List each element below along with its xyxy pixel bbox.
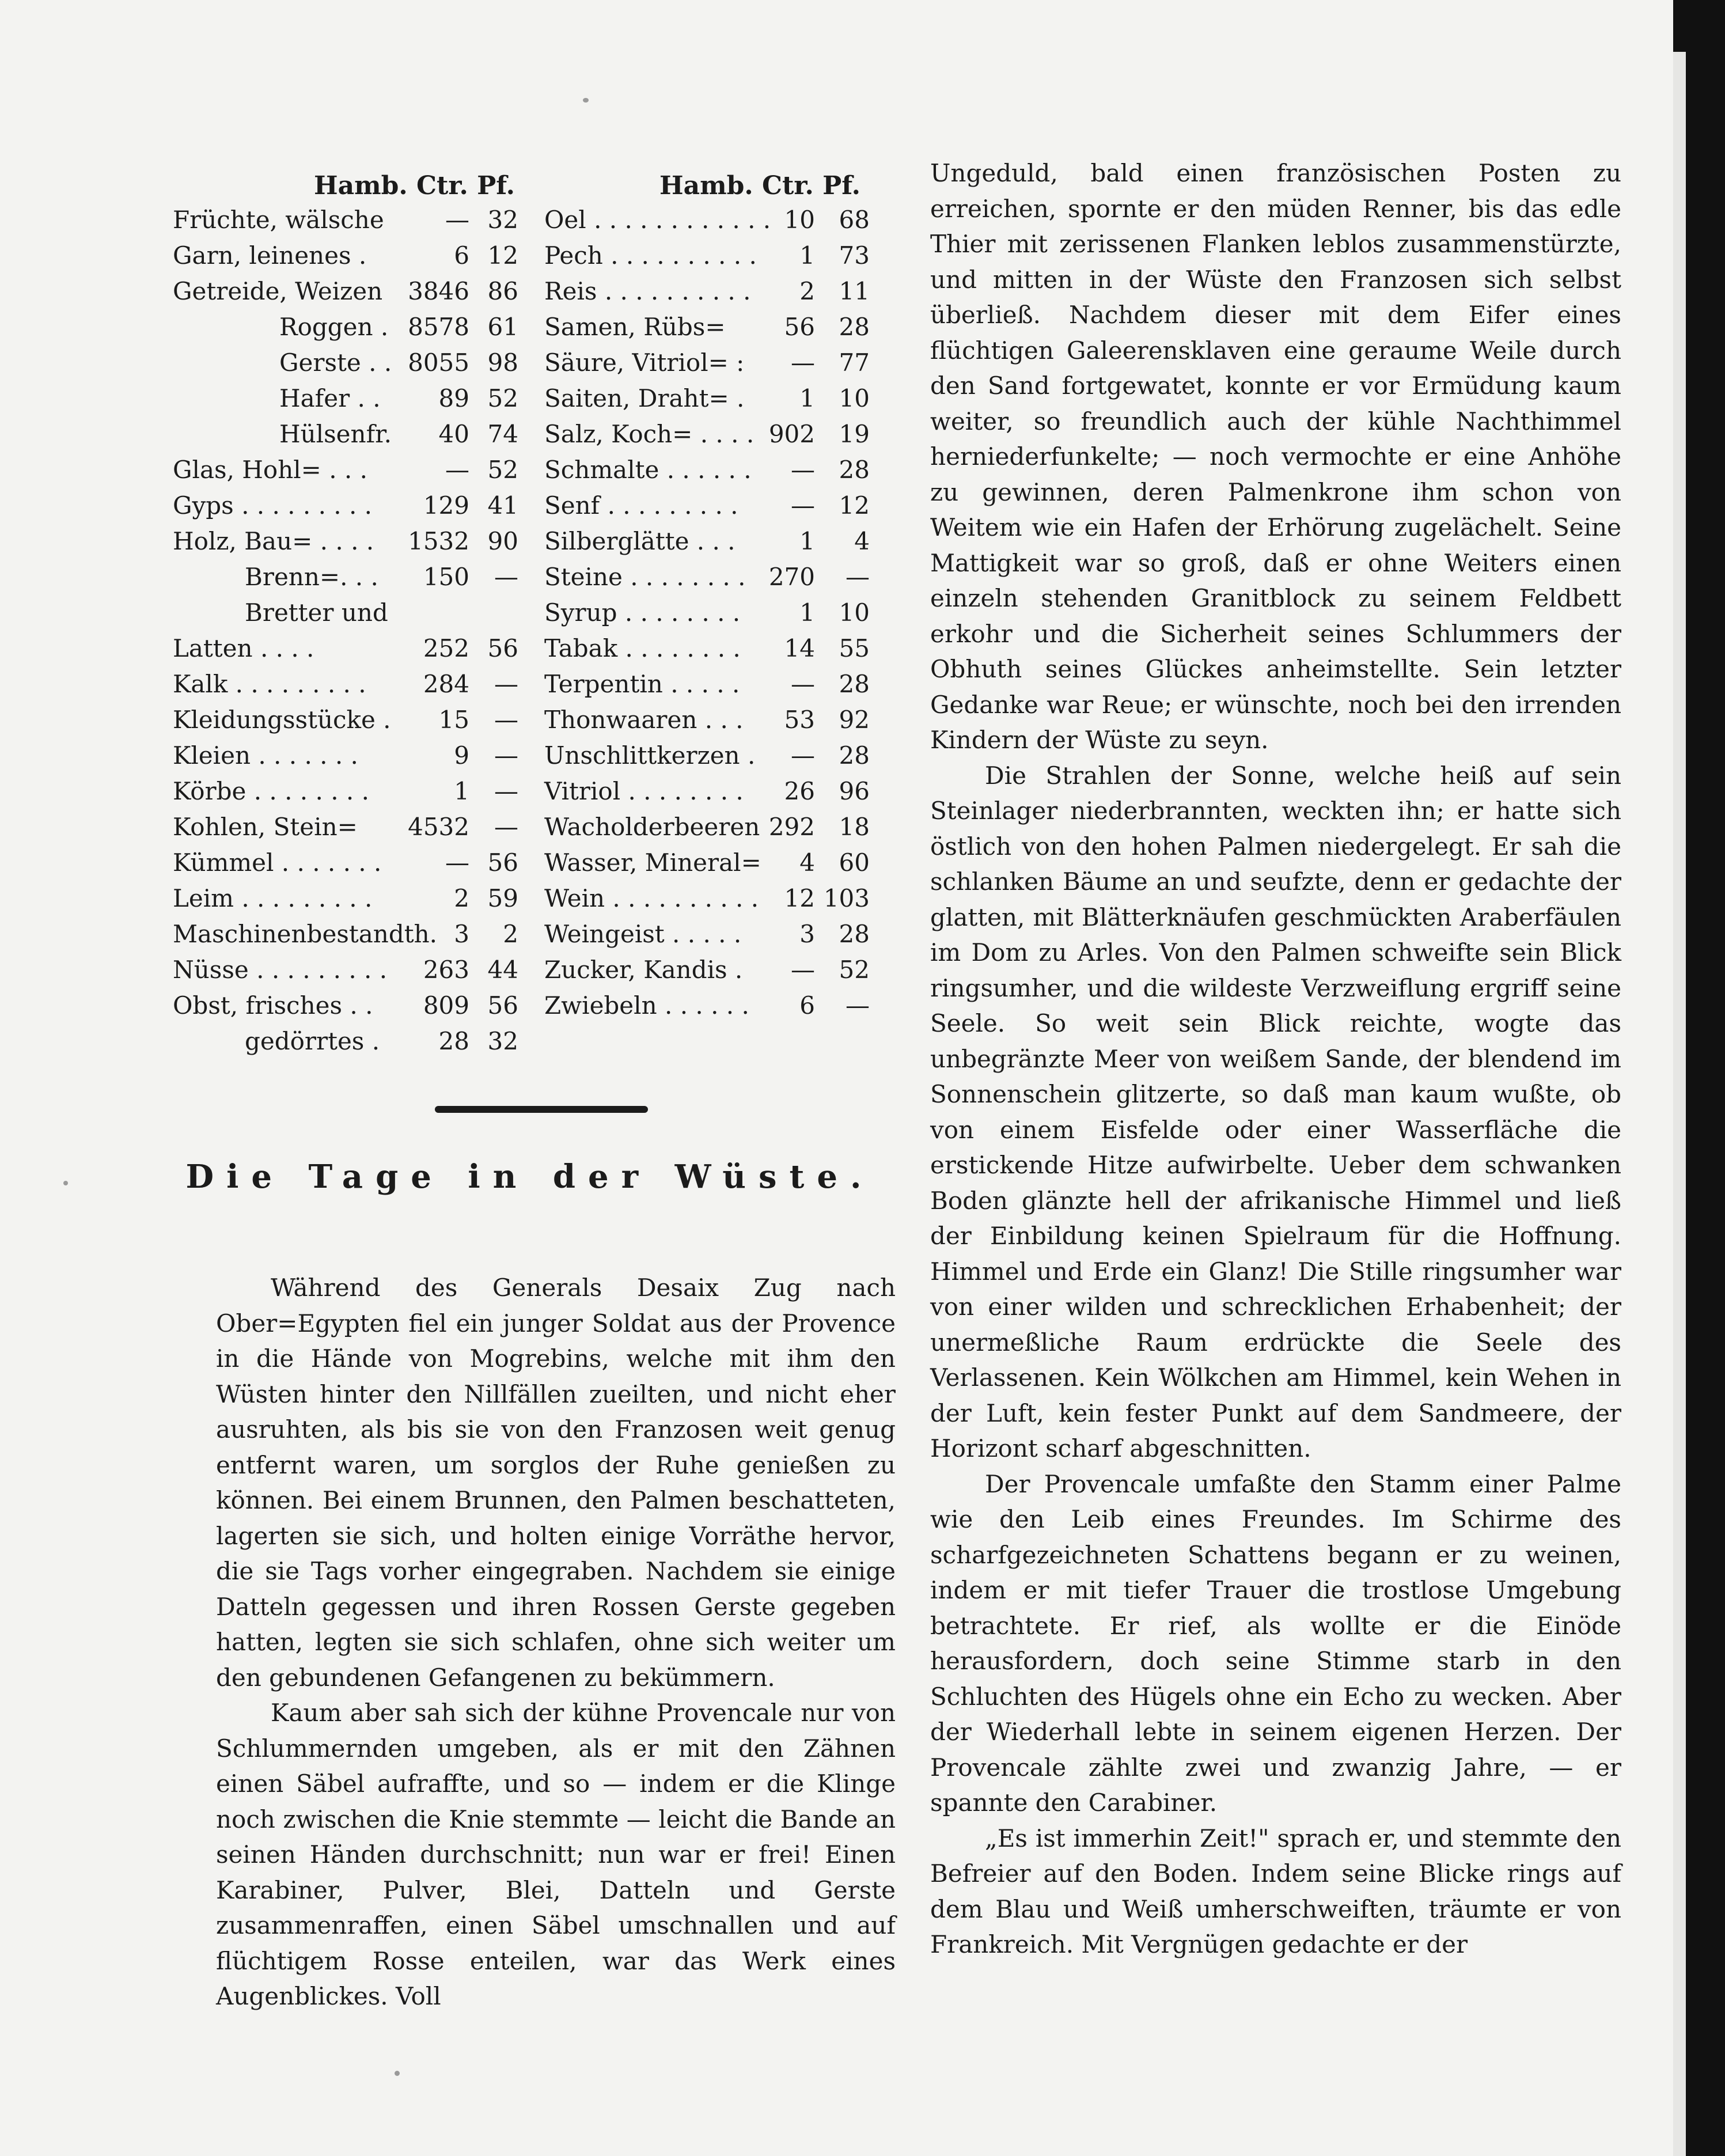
table-row bbox=[173, 277, 518, 313]
item-ctr: 12 bbox=[784, 884, 815, 912]
item-pf: 28 bbox=[839, 920, 870, 948]
table-row bbox=[544, 991, 870, 1027]
table-row bbox=[544, 706, 870, 741]
item-ctr: 3 bbox=[799, 920, 815, 948]
item-pf: 32 bbox=[487, 206, 518, 234]
ink-speck bbox=[583, 98, 589, 103]
item-ctr: 9 bbox=[454, 741, 469, 770]
item-name: Weingeist . . . . . bbox=[544, 920, 742, 948]
item-name: Hülsenfr. bbox=[279, 420, 392, 448]
item-ctr: 53 bbox=[784, 706, 815, 734]
item-name: Wacholderbeeren bbox=[544, 813, 760, 841]
item-pf: 52 bbox=[487, 384, 518, 412]
table-row bbox=[544, 348, 870, 384]
item-name: Syrup . . . . . . . . bbox=[544, 598, 741, 627]
item-pf: 90 bbox=[487, 527, 518, 555]
item-ctr: 292 bbox=[768, 813, 815, 841]
table-row bbox=[544, 848, 870, 884]
table-row bbox=[173, 1027, 518, 1063]
item-name: Brenn=. . . bbox=[245, 563, 378, 591]
table-row bbox=[544, 634, 870, 670]
paragraph: Der Provencale umfaßte den Stamm einer Palme wie den Leib eines Freundes. Im Schirme des scharfgezeichneten Schattens begann er zu weinen, indem er mit tiefer Trauer die trostlose Umgebung betrachtete. Er rief, als wollte er die Einöde herausfordern, doch seine Stimme starb in den Schluchten des Hügels ohne ein Echo zu wecken. Aber der Wiederhall lebte in seinem eigenen Herzen. Der Provencale zählte zwei und zwanzig Jahre, — er spannte den Carabiner. bbox=[930, 1469, 1621, 1817]
table-row bbox=[544, 563, 870, 598]
item-ctr: — bbox=[445, 848, 469, 877]
item-name: Hafer . . bbox=[279, 384, 381, 412]
item-ctr: 14 bbox=[784, 634, 815, 662]
item-pf: 96 bbox=[839, 777, 870, 805]
item-name: Maschinenbestandth. bbox=[173, 920, 437, 948]
item-name: Steine . . . . . . . . bbox=[544, 563, 746, 591]
item-pf: 52 bbox=[487, 456, 518, 484]
table-row bbox=[544, 884, 870, 920]
item-ctr: 809 bbox=[423, 991, 469, 1020]
item-pf: 28 bbox=[839, 741, 870, 770]
item-pf: 68 bbox=[839, 206, 870, 234]
item-ctr: 6 bbox=[454, 241, 469, 270]
item-pf: 92 bbox=[839, 706, 870, 734]
item-name: Kleien . . . . . . . bbox=[173, 741, 358, 770]
table-row bbox=[173, 241, 518, 277]
item-ctr: 4 bbox=[799, 848, 815, 877]
table-row bbox=[544, 456, 870, 491]
article-left-column bbox=[216, 1270, 896, 2014]
item-name: Zucker, Kandis . bbox=[544, 956, 743, 984]
ink-speck bbox=[395, 2071, 400, 2076]
item-ctr: 6 bbox=[799, 991, 815, 1020]
item-ctr: 4532 bbox=[408, 813, 469, 841]
table-row bbox=[544, 527, 870, 563]
table-row bbox=[173, 456, 518, 491]
item-pf: 19 bbox=[839, 420, 870, 448]
item-pf: 41 bbox=[487, 491, 518, 520]
item-pf: 11 bbox=[839, 277, 870, 305]
item-name: Terpentin . . . . . bbox=[544, 670, 740, 698]
item-pf: 18 bbox=[839, 813, 870, 841]
item-name: Kleidungsstücke . bbox=[173, 706, 391, 734]
item-pf: — bbox=[846, 991, 870, 1020]
item-ctr: 40 bbox=[438, 420, 469, 448]
table-row bbox=[173, 348, 518, 384]
item-ctr: 902 bbox=[768, 420, 815, 448]
item-pf: 77 bbox=[839, 348, 870, 377]
paragraph: Kaum aber sah sich der kühne Provencale nur von Schlummernden umgeben, als er mit den Zähnen einen Säbel aufraffte, und so — indem er die Klinge noch zwischen die Knie stemmte — leicht die Bande an seinen Händen durchschnitt; nun war er frei! Einen Karabiner, Pulver, Blei, Datteln und Gerste zusammenraffen, einen Säbel umschnallen und auf flüchtigem Rosse enteilen, war das Werk eines Augenblickes. Voll bbox=[216, 1699, 896, 2010]
item-name: Roggen . bbox=[279, 313, 389, 341]
table-row bbox=[173, 813, 518, 848]
item-name: Kümmel . . . . . . . bbox=[173, 848, 382, 877]
item-name: Tabak . . . . . . . . bbox=[544, 634, 741, 662]
book-edge-page bbox=[1673, 52, 1686, 2156]
item-name: Samen, Rübs= bbox=[544, 313, 726, 341]
item-pf: 56 bbox=[487, 634, 518, 662]
item-pf: 56 bbox=[487, 991, 518, 1020]
item-ctr: 89 bbox=[438, 384, 469, 412]
item-name: Wein . . . . . . . . . . bbox=[544, 884, 759, 912]
item-name: gedörrtes . bbox=[245, 1027, 380, 1055]
table-row bbox=[544, 741, 870, 777]
item-ctr: 26 bbox=[784, 777, 815, 805]
item-name: Thonwaaren . . . bbox=[544, 706, 744, 734]
item-name: Senf . . . . . . . . . bbox=[544, 491, 738, 520]
item-name: Vitriol . . . . . . . . bbox=[544, 777, 744, 805]
paragraph: Während des Generals Desaix Zug nach Ober=Egypten fiel ein junger Soldat aus der Provence in die Hände von Mogrebins, welche mit ihm den Wüsten hinter den Nillfällen zueilten, und nicht eher ausruhten, als bis sie von den Franzosen weit genug entfernt waren, um sorglos der Ruhe genießen zu können. Bei einem Brunnen, den Palmen beschatteten, lagerten sie sich, und holten einige Vorräthe hervor, die sie Tags vorher eingegraben. Nachdem sie einige Datteln gegessen und ihren Rossen Gerste gegeben hatten, legten sie sich schlafen, ohne sich weiter um den gebundenen Gefangenen zu bekümmern. bbox=[216, 1274, 896, 1692]
item-pf: 12 bbox=[839, 491, 870, 520]
item-ctr: 56 bbox=[784, 313, 815, 341]
item-pf: 28 bbox=[839, 456, 870, 484]
table-row bbox=[544, 598, 870, 634]
item-name: Zwiebeln . . . . . . bbox=[544, 991, 749, 1020]
item-ctr: 252 bbox=[423, 634, 469, 662]
item-name: Pech . . . . . . . . . . bbox=[544, 241, 757, 270]
table-row bbox=[173, 313, 518, 348]
item-ctr: 1 bbox=[799, 527, 815, 555]
table-row bbox=[544, 420, 870, 456]
table-row bbox=[544, 920, 870, 956]
item-ctr: 1 bbox=[799, 384, 815, 412]
item-ctr: 2 bbox=[454, 884, 469, 912]
item-ctr: 129 bbox=[423, 491, 469, 520]
table-row bbox=[173, 956, 518, 991]
item-pf: 10 bbox=[839, 384, 870, 412]
item-name: Reis . . . . . . . . . . bbox=[544, 277, 751, 305]
item-pf: 10 bbox=[839, 598, 870, 627]
table-row bbox=[544, 277, 870, 313]
item-name: Garn, leinenes . bbox=[173, 241, 367, 270]
item-name: Wasser, Mineral= bbox=[544, 848, 761, 877]
item-ctr: — bbox=[445, 206, 469, 234]
item-name: Silberglätte . . . bbox=[544, 527, 736, 555]
item-name: Körbe . . . . . . . . bbox=[173, 777, 369, 805]
paragraph: Ungeduld, bald einen französischen Posten zu erreichen, spornte er den müden Renner, bis das edle Thier mit zerissenen Flanken leblos zusammenstürzte, und mitten in der Wüste den Franzosen sich selbst überließ. Nachdem dieser mit dem Eifer eines flüchtigen Galeerensklaven eine geraume Weile durch den Sand fortgewatet, konnte er vor Ermüdung kaum weiter, so freundlich auch der kühle Nachthimmel herniederfunkelte; — noch vermochte er eine Anhöhe zu gewinnen, deren Palmenkrone ihm schon von Weitem wie ein Hafen der Erhörung zugelächelt. Seine Mattigkeit war so groß, daß er ohne Weiters einen einzeln stehenden Granitblock zu seinem Feldbett erkohr und die Sicherheit seines Schlummers der Obhuth seines Glückes anheimstellte. Sein letzter Gedanke war Reue; er wünschte, noch bei den irrenden Kindern der Wüste zu seyn. bbox=[930, 159, 1621, 754]
item-pf: 98 bbox=[487, 348, 518, 377]
table-row bbox=[173, 491, 518, 527]
item-ctr: — bbox=[791, 348, 815, 377]
item-pf: — bbox=[846, 563, 870, 591]
item-pf: 4 bbox=[854, 527, 870, 555]
item-pf: 28 bbox=[839, 670, 870, 698]
item-ctr: — bbox=[791, 741, 815, 770]
book-edge bbox=[1673, 0, 1725, 2156]
table-row bbox=[173, 420, 518, 456]
item-ctr: 1 bbox=[799, 598, 815, 627]
item-pf: 2 bbox=[503, 920, 518, 948]
table-row bbox=[544, 813, 870, 848]
item-name: Gerste . . bbox=[279, 348, 392, 377]
item-ctr: 1 bbox=[799, 241, 815, 270]
item-name: Kalk . . . . . . . . . bbox=[173, 670, 366, 698]
table-row bbox=[173, 670, 518, 706]
item-name: Unschlittkerzen . bbox=[544, 741, 756, 770]
item-ctr: 1532 bbox=[408, 527, 469, 555]
table-row bbox=[173, 598, 518, 634]
table-row bbox=[544, 384, 870, 420]
item-pf: 73 bbox=[839, 241, 870, 270]
item-ctr: 150 bbox=[423, 563, 469, 591]
table-row bbox=[173, 884, 518, 920]
commodity-table-left bbox=[173, 206, 518, 1063]
table-row bbox=[544, 670, 870, 706]
item-pf: 28 bbox=[839, 313, 870, 341]
item-name: Bretter und bbox=[245, 598, 388, 627]
item-pf: 103 bbox=[823, 884, 870, 912]
item-pf: 60 bbox=[839, 848, 870, 877]
table-row bbox=[544, 777, 870, 813]
item-ctr: 15 bbox=[438, 706, 469, 734]
table-row bbox=[173, 527, 518, 563]
item-pf: — bbox=[494, 777, 518, 805]
item-ctr: 8578 bbox=[408, 313, 469, 341]
item-ctr: — bbox=[791, 491, 815, 520]
item-pf: 32 bbox=[487, 1027, 518, 1055]
table-row bbox=[173, 206, 518, 241]
item-name: Säure, Vitriol= : bbox=[544, 348, 745, 377]
item-pf: 74 bbox=[487, 420, 518, 448]
table-row bbox=[173, 848, 518, 884]
item-ctr: 3846 bbox=[408, 277, 469, 305]
left-column bbox=[173, 164, 887, 1104]
item-name: Leim . . . . . . . . . bbox=[173, 884, 373, 912]
item-ctr: — bbox=[791, 670, 815, 698]
item-ctr: 10 bbox=[784, 206, 815, 234]
item-pf: 52 bbox=[839, 956, 870, 984]
item-pf: 44 bbox=[487, 956, 518, 984]
table-row bbox=[544, 956, 870, 991]
table-row bbox=[173, 777, 518, 813]
ink-speck bbox=[63, 1181, 68, 1185]
commodity-table-right bbox=[544, 206, 870, 1027]
item-name: Gyps . . . . . . . . . bbox=[173, 491, 373, 520]
table-row bbox=[544, 491, 870, 527]
table-row bbox=[544, 241, 870, 277]
item-pf: — bbox=[494, 670, 518, 698]
item-name: Saiten, Draht= . bbox=[544, 384, 745, 412]
item-pf: — bbox=[494, 563, 518, 591]
item-ctr: 8055 bbox=[408, 348, 469, 377]
section-divider bbox=[435, 1106, 648, 1113]
item-name: Latten . . . . bbox=[173, 634, 314, 662]
paragraph: Die Strahlen der Sonne, welche heiß auf sein Steinlager niederbrannten, weckten ihn; er hatte sich östlich von den hohen Palmen niedergelegt. Er sah die schlanken Bäume an und seufzte, denn er gedachte der glatten, mit Blätterknäufen geschmückten Araberfäulen im Dom zu Arles. Von den Palmen schweifte sein Blick ringsumher, und die wildeste Verzweiflung ergriff seine Seele. So weit sein Blick reichte, wogte das unbegränzte Meer von weißem Sande, der blendend im Sonnenschein glitzerte, so daß man kaum wußte, ob von einem Eisfelde oder einer Wasserfläche die erstickende Hitze aufwirbelte. Ueber dem schwanken Boden glänzte hell der afrikanische Himmel und ließ der Einbildung keinen Spielraum für die Hoffnung. Himmel und Erde ein Glanz! Die Stille ringsumher war von einer wilden und schrecklichen Erhabenheit; der unermeßliche Raum erdrückte die Seele des Verlassenen. Kein Wölkchen am Himmel, kein Wehen in der Luft, kein fester Punkt auf dem Sandmeere, der Horizont scharf abgeschnitten. bbox=[930, 761, 1621, 1462]
table-header-left: Hamb. Ctr. Pf. bbox=[314, 171, 515, 200]
item-ctr: 263 bbox=[423, 956, 469, 984]
commodity-tables bbox=[173, 206, 887, 1104]
article-right-column bbox=[930, 156, 1621, 1962]
table-row bbox=[173, 634, 518, 670]
item-pf: — bbox=[494, 813, 518, 841]
item-name: Holz, Bau= . . . . bbox=[173, 527, 374, 555]
item-ctr: — bbox=[791, 456, 815, 484]
table-header bbox=[173, 164, 887, 206]
item-name: Salz, Koch= . . . . bbox=[544, 420, 755, 448]
item-ctr: 270 bbox=[768, 563, 815, 591]
item-ctr: 1 bbox=[454, 777, 469, 805]
item-pf: 61 bbox=[487, 313, 518, 341]
item-ctr: 2 bbox=[799, 277, 815, 305]
item-name: Getreide, Weizen bbox=[173, 277, 383, 305]
table-row bbox=[173, 741, 518, 777]
item-pf: — bbox=[494, 706, 518, 734]
item-ctr: — bbox=[791, 956, 815, 984]
item-name: Glas, Hohl= . . . bbox=[173, 456, 367, 484]
item-name: Schmalte . . . . . . bbox=[544, 456, 752, 484]
table-row bbox=[173, 563, 518, 598]
paragraph: „Es ist immerhin Zeit!" sprach er, und stemmte den Befreier auf den Boden. Indem seine Blicke rings auf dem Blau und Weiß umherschweiften, träumte er von Frankreich. Mit Vergnügen gedachte er der bbox=[930, 1824, 1621, 1958]
item-pf: 86 bbox=[487, 277, 518, 305]
table-row bbox=[173, 706, 518, 741]
table-row bbox=[544, 206, 870, 241]
item-ctr: 3 bbox=[454, 920, 469, 948]
table-header-right: Hamb. Ctr. Pf. bbox=[659, 171, 860, 200]
item-ctr: — bbox=[445, 456, 469, 484]
table-row bbox=[544, 313, 870, 348]
article-title: Die Tage in der Wüste. bbox=[185, 1158, 874, 1196]
item-pf: — bbox=[494, 741, 518, 770]
item-name: Nüsse . . . . . . . . . bbox=[173, 956, 388, 984]
item-ctr: 284 bbox=[423, 670, 469, 698]
item-pf: 59 bbox=[487, 884, 518, 912]
item-name: Oel . . . . . . . . . . . . bbox=[544, 206, 771, 234]
item-pf: 12 bbox=[487, 241, 518, 270]
item-name: Früchte, wälsche bbox=[173, 206, 384, 234]
table-row bbox=[173, 920, 518, 956]
item-name: Obst, frisches . . bbox=[173, 991, 373, 1020]
table-row bbox=[173, 384, 518, 420]
item-ctr: 28 bbox=[438, 1027, 469, 1055]
item-name: Kohlen, Stein= bbox=[173, 813, 358, 841]
table-row bbox=[173, 991, 518, 1027]
item-pf: 55 bbox=[839, 634, 870, 662]
item-pf: 56 bbox=[487, 848, 518, 877]
